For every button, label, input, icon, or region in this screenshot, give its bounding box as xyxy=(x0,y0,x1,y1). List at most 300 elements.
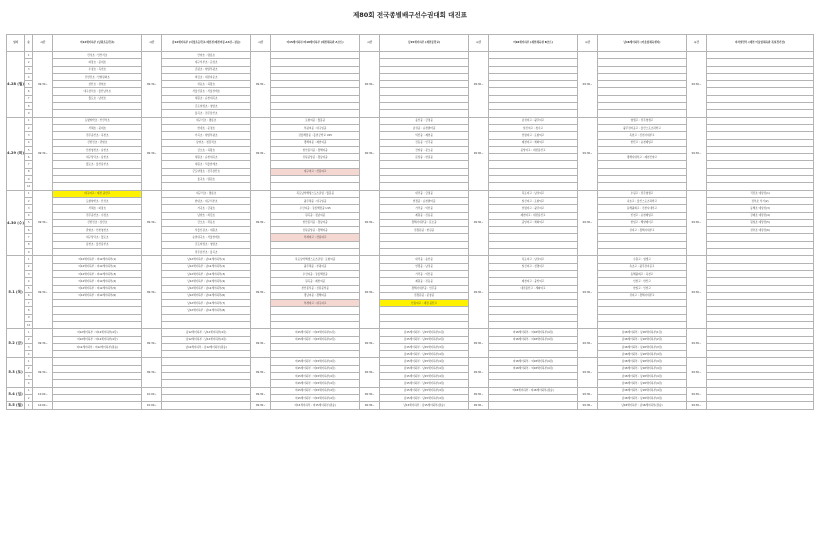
row-number: 9 xyxy=(25,314,33,321)
match-cell xyxy=(271,249,360,256)
match-cell: 남15세이하부 : 남15세이하부(3강) xyxy=(380,343,469,350)
row-number: 8 xyxy=(25,241,33,248)
match-cell: 제천여고 : 세화여고 xyxy=(489,139,578,146)
time-cell: 09:30~ xyxy=(360,117,380,190)
row-number: 3 xyxy=(25,270,33,277)
match-cell: 송산중 : 금정중 xyxy=(380,117,469,124)
time-cell: 09:30~ xyxy=(577,256,597,329)
time-cell: 09:30~ xyxy=(686,358,706,387)
match-cell: 군포양정초 : 청암초 xyxy=(162,241,251,248)
match-cell: 남18세이하부 : 남18세이하부(4강) xyxy=(598,373,687,380)
match-cell xyxy=(380,110,469,117)
match-cell xyxy=(271,241,360,248)
row-number: 2 xyxy=(25,263,33,270)
time-cell: 09:30~ xyxy=(360,329,380,358)
match-cell xyxy=(380,321,469,328)
match-cell xyxy=(707,88,814,95)
match-cell xyxy=(707,183,814,190)
match-cell: 파장초 : 중대초 xyxy=(53,59,142,66)
match-cell: 대원초 : 서울한계초 xyxy=(162,161,251,168)
match-cell xyxy=(598,241,687,248)
match-cell: 목포여고 : 남성여고 xyxy=(489,256,578,263)
match-cell xyxy=(707,95,814,102)
match-cell xyxy=(489,110,578,117)
time-cell: 09:30~ xyxy=(577,387,597,402)
match-cell: 남15세이하부 : 남15세이하부(4강) xyxy=(380,394,469,401)
match-cell: 남12세이하부 : 남12세이하부(4) xyxy=(162,278,251,285)
match-cell xyxy=(707,146,814,153)
date-cell: 4.29 (화) xyxy=(7,117,25,190)
header-col1: 여12세이하부 (남원초등학교) xyxy=(53,35,142,52)
match-cell xyxy=(271,161,360,168)
match-cell xyxy=(489,103,578,110)
row-number: 4 xyxy=(25,139,33,146)
match-cell: 목포남악해생스포츠클럽 : 포항여중 xyxy=(271,256,360,263)
match-cell: 여12세이하부 : 여12세이하부(5) xyxy=(53,285,142,292)
match-cell xyxy=(380,307,469,314)
time-cell: 09:30~ xyxy=(251,387,271,402)
match-cell: 부개여고 : 산용여고 xyxy=(271,234,360,241)
match-cell: 남18세이하부 : 남18세이하부(4강) xyxy=(598,387,687,394)
row-number: 3 xyxy=(25,373,33,380)
header-no: 순 xyxy=(25,35,33,52)
match-cell xyxy=(598,95,687,102)
table-row xyxy=(7,256,814,263)
match-cell: 원곡중 : 정남여중 xyxy=(271,212,360,219)
match-cell: 우신여중 : 강릉해람중 xyxy=(271,270,360,277)
time-cell: 09:30~ xyxy=(360,256,380,329)
row-number: 3 xyxy=(25,66,33,73)
time-cell: 09:30~ xyxy=(251,52,271,118)
match-cell xyxy=(53,249,142,256)
match-cell: 전부조 예상전(6) xyxy=(707,227,814,234)
match-cell xyxy=(707,358,814,365)
match-cell: 남12세이하부 : 남12세이하부(3) xyxy=(162,270,251,277)
match-cell xyxy=(707,365,814,372)
row-number: 2 xyxy=(25,336,33,343)
time-cell: 09:30~ xyxy=(577,52,597,118)
match-cell xyxy=(707,329,814,336)
match-cell xyxy=(53,358,142,365)
match-cell xyxy=(380,66,469,73)
match-cell: 원곡중 : 제천여중 xyxy=(271,278,360,285)
match-cell: 남18세이하부 : 남18세이하부(4강) xyxy=(598,394,687,401)
match-cell xyxy=(489,380,578,387)
match-cell: 익산중 : 제천중 xyxy=(380,132,469,139)
match-cell xyxy=(489,73,578,80)
row-number: 1 xyxy=(25,402,33,409)
match-cell: 원청조 예상전(5) xyxy=(707,219,814,226)
match-cell xyxy=(707,66,814,73)
match-cell xyxy=(489,292,578,299)
match-cell: 남12세이하부 : 남12세이하부(8) xyxy=(162,307,251,314)
header-col4: 남15세이하부 (제천중학교) xyxy=(380,35,469,52)
match-cell xyxy=(271,321,360,328)
header-col7: 여자일반부 (제천 어울림체육관 특설경기장) xyxy=(707,35,814,52)
date-cell: 5.5 (월) xyxy=(8,403,23,408)
match-cell: 광주전자공고 : 울산스포츠과학고 xyxy=(598,124,687,131)
time-cell: 09:30~ xyxy=(33,52,53,118)
time-cell: 10:00~ xyxy=(142,387,162,402)
match-cell xyxy=(598,88,687,95)
match-cell: 가리중 : 익산중 xyxy=(380,270,469,277)
match-cell xyxy=(489,81,578,88)
match-cell xyxy=(707,154,814,161)
row-number: 4 xyxy=(25,278,33,285)
time-cell: 09:30~ xyxy=(468,190,488,256)
row-number: 1 xyxy=(25,256,33,263)
time-cell: 09:30~ xyxy=(360,190,380,256)
match-cell xyxy=(53,183,142,190)
match-cell xyxy=(707,59,814,66)
time-cell: 09:30~ xyxy=(468,387,488,402)
match-cell xyxy=(271,176,360,183)
match-cell: 대구서초 : 명륜초 xyxy=(162,117,251,124)
match-cell xyxy=(380,73,469,80)
time-cell: 09:30~ xyxy=(33,117,53,190)
match-cell xyxy=(598,183,687,190)
match-cell xyxy=(380,249,469,256)
match-cell: 순천대곡초 : 서울한계초 xyxy=(162,234,251,241)
match-cell: 서울신갈초 : 서울상계초 xyxy=(162,88,251,95)
match-cell xyxy=(489,227,578,234)
header-time: 시간 xyxy=(686,35,706,52)
match-cell: 한일고 : 인천고 xyxy=(598,285,687,292)
row-number: 10 xyxy=(25,321,33,328)
match-cell: 여15세이하부 : 여15세이하부(4강) xyxy=(271,373,360,380)
header-date: 일자 xyxy=(7,35,25,52)
match-cell: 광주체중 : 대구일중 xyxy=(271,197,360,204)
match-cell xyxy=(53,176,142,183)
match-cell: 금평초 : 현암부평초 xyxy=(162,66,251,73)
match-cell xyxy=(489,307,578,314)
time-cell: 09:30~ xyxy=(251,358,271,387)
match-cell xyxy=(707,321,814,328)
time-cell: 09:30~ xyxy=(33,256,53,329)
row-number: 1 xyxy=(25,190,33,197)
match-cell: 남15세이하부 : 남15세이하부(4강) xyxy=(380,387,469,394)
row-number: 6 xyxy=(25,292,33,299)
match-cell: 남12세이하부 : 남12세이하부(2) xyxy=(162,263,251,270)
time-cell: 10:00~ xyxy=(33,387,53,402)
row-number: 8 xyxy=(25,103,33,110)
match-cell xyxy=(598,103,687,110)
match-cell xyxy=(598,249,687,256)
match-cell: 금오초 : 처동초 xyxy=(162,219,251,226)
match-cell: 남12세이하부 : 남12세이하부(1) xyxy=(162,256,251,263)
match-cell xyxy=(598,110,687,117)
match-cell xyxy=(489,314,578,321)
match-cell: 군포양정초 : 전주삼산초 xyxy=(162,168,251,175)
match-cell xyxy=(489,321,578,328)
match-cell: 여12세이하부 : 여12세이하부(결승) xyxy=(53,343,142,350)
match-cell: 문창중 : 한길중 xyxy=(380,154,469,161)
header-time: 시간 xyxy=(251,35,271,52)
match-cell xyxy=(489,183,578,190)
match-cell xyxy=(162,314,251,321)
match-cell: 동해조 예상전(3) xyxy=(707,205,814,212)
date-cell: 5.1 (목) xyxy=(7,256,25,329)
row-number: 9 xyxy=(25,176,33,183)
row-number: 1 xyxy=(25,52,33,59)
match-cell: 여15세이하부 : 여15세이하부(4강) xyxy=(271,380,360,387)
time-cell: 09:30~ xyxy=(686,402,706,409)
row-number: 9 xyxy=(25,249,33,256)
match-cell xyxy=(53,314,142,321)
match-cell xyxy=(380,176,469,183)
match-cell xyxy=(162,183,251,190)
table-body xyxy=(7,52,814,410)
match-cell xyxy=(598,321,687,328)
match-cell xyxy=(53,402,142,409)
match-cell xyxy=(53,387,142,394)
time-cell: 10:00~ xyxy=(33,402,53,409)
match-cell: 남18세이하부 : 남18세이하부(4강) xyxy=(598,351,687,358)
match-cell xyxy=(489,59,578,66)
row-number: 10 xyxy=(25,183,33,190)
row-number: 3 xyxy=(25,132,33,139)
table-row xyxy=(7,402,814,409)
match-cell: 부개여고 : 대구여고 xyxy=(271,300,360,307)
match-cell xyxy=(598,234,687,241)
match-cell xyxy=(162,394,251,401)
match-cell: 남18세이하부 : 남18세이하부(4강) xyxy=(598,358,687,365)
match-cell: 직전조 예상전(1) xyxy=(707,190,814,197)
match-cell: 남12세이하부 : 남12세이하부(5) xyxy=(162,285,251,292)
row-number: 6 xyxy=(25,88,33,95)
match-cell: 목포남악해생스포츠클럽 : 월봉중 xyxy=(271,190,360,197)
match-cell xyxy=(598,81,687,88)
match-cell xyxy=(489,234,578,241)
match-cell: 남18세이하부 : 남18세이하부(2강) xyxy=(598,336,687,343)
match-cell xyxy=(53,351,142,358)
match-cell: 여15세이하부 : 여15세이하부(1강) xyxy=(271,329,360,336)
row-number: 6 xyxy=(25,154,33,161)
match-cell xyxy=(271,95,360,102)
match-cell: 신탄중앙중 : 경남여중 xyxy=(271,154,360,161)
match-cell xyxy=(489,154,578,161)
match-cell: 진동중 : 인주중 xyxy=(380,139,469,146)
match-cell: 전주중산초 : 수정초 xyxy=(53,212,142,219)
match-cell: 수정초 : 옥천초 xyxy=(53,66,142,73)
header-time: 시간 xyxy=(577,35,597,52)
row-number: 2 xyxy=(25,59,33,66)
match-cell: 남18세이하부 : 남18세이하부(4강) xyxy=(598,365,687,372)
match-cell xyxy=(598,176,687,183)
table-row xyxy=(7,358,814,365)
match-cell: 서울신갈초 : 대원초 xyxy=(162,227,251,234)
match-cell: 가리중 : 익산중 xyxy=(380,205,469,212)
row-number: 4 xyxy=(25,351,33,358)
match-cell: 인천영선초 : 남천초 xyxy=(53,146,142,153)
match-cell: 포항양학초 : 산성초 xyxy=(53,197,142,204)
match-cell: 여15세이하부 : 여15세이하부(2강) xyxy=(271,336,360,343)
match-cell xyxy=(598,300,687,307)
match-cell: 연경중 : 남성중 xyxy=(380,263,469,270)
match-cell xyxy=(380,95,469,102)
row-number: 6 xyxy=(25,227,33,234)
match-cell xyxy=(707,394,814,401)
match-cell xyxy=(707,292,814,299)
match-cell: 진양중 : 문오중 xyxy=(380,146,469,153)
match-cell: 남15세이하부 : 남15세이하부(4강) xyxy=(380,358,469,365)
time-cell: 09:30~ xyxy=(577,358,597,387)
time-cell: 10:00~ xyxy=(142,402,162,409)
match-cell xyxy=(380,241,469,248)
match-cell: 여18세이하부 : 여18세이하부(4강) xyxy=(489,329,578,336)
match-cell xyxy=(380,103,469,110)
match-cell: 제천여고 : 대전용산고 xyxy=(489,212,578,219)
time-cell: 09:30~ xyxy=(577,117,597,190)
match-cell xyxy=(707,103,814,110)
table-row xyxy=(7,190,814,197)
match-cell: 일신여고 : 선명여고 xyxy=(489,263,578,270)
match-cell: 남천초 : 울산남부초 xyxy=(53,241,142,248)
time-cell: 09:30~ xyxy=(251,256,271,329)
match-cell: 관현초 : 인천영선초 xyxy=(53,227,142,234)
match-cell xyxy=(162,358,251,365)
row-number: 5 xyxy=(25,81,33,88)
match-cell: 한내초 : 운정초 xyxy=(162,124,251,131)
time-cell: 09:30~ xyxy=(142,52,162,118)
row-number: 4 xyxy=(25,380,33,387)
time-cell: 09:30~ xyxy=(686,329,706,358)
match-cell: 율곡초 : 명원초 xyxy=(162,176,251,183)
match-cell: 남18세이하부 : 남18세이하부(1강) xyxy=(598,329,687,336)
match-cell xyxy=(489,88,578,95)
row-number: 9 xyxy=(25,110,33,117)
match-cell xyxy=(707,256,814,263)
match-cell: 여15세이하부 : 여15세이하부(4강) xyxy=(271,394,360,401)
match-cell xyxy=(53,321,142,328)
match-cell: 수원고 : 전주영생고 xyxy=(598,190,687,197)
match-cell xyxy=(53,110,142,117)
row-number: 2 xyxy=(25,365,33,372)
document-title: 제80회 전국종별배구선수권대회 대진표 xyxy=(352,11,468,19)
match-cell xyxy=(707,249,814,256)
match-cell: 삼산초 : 관현초 xyxy=(53,81,142,88)
time-cell: 09:30~ xyxy=(360,358,380,387)
time-cell: 09:30~ xyxy=(686,117,706,190)
match-cell xyxy=(707,351,814,358)
match-cell: 일신여고 : 포항여고 xyxy=(489,197,578,204)
row-number: 7 xyxy=(25,95,33,102)
match-cell: 한내초 : 대구서부초 xyxy=(162,197,251,204)
match-cell: 대구여고 : 대전 중산고 xyxy=(53,190,142,197)
match-cell xyxy=(53,394,142,401)
match-cell: 서혜초 : 파장초 xyxy=(53,205,142,212)
time-cell: 09:30~ xyxy=(251,117,271,190)
match-cell: 포항여중 : 월봉중 xyxy=(271,117,360,124)
match-cell: 월포초 : 울산남부초 xyxy=(53,161,142,168)
match-cell xyxy=(53,103,142,110)
match-cell xyxy=(162,365,251,372)
match-cell: 제원중 : 진동중 xyxy=(380,278,469,285)
match-cell xyxy=(489,176,578,183)
match-cell: 여18세이하부 : 여18세이하부(4강) xyxy=(489,365,578,372)
bracket-table xyxy=(6,34,814,410)
match-cell: 인천고 : 순천제일고 xyxy=(598,212,687,219)
header-time: 시간 xyxy=(360,35,380,52)
match-cell: 서혜초 : 중대초 xyxy=(53,124,142,131)
match-cell xyxy=(380,161,469,168)
row-number: 3 xyxy=(25,205,33,212)
match-cell: 산성초 : 안산서초 xyxy=(53,52,142,59)
time-cell: 09:30~ xyxy=(142,256,162,329)
match-cell: 신한진초 : 관현초 xyxy=(53,139,142,146)
row-number: 1 xyxy=(25,387,33,394)
row-number: 5 xyxy=(25,219,33,226)
match-cell: 여12세이하부 : 여12세이하부(4) xyxy=(53,278,142,285)
match-cell: 대구상덕초 : 남천초 xyxy=(53,154,142,161)
match-cell: 남15세이하부 : 남15세이하부(4강) xyxy=(380,373,469,380)
match-cell xyxy=(489,300,578,307)
match-cell: 경해사대부중 : 문오중 xyxy=(380,219,469,226)
row-number: 5 xyxy=(25,146,33,153)
match-cell: 여18세이하부 : 여18세이하부(결승) xyxy=(489,387,578,394)
match-cell: 대구상덕초 : 월포초 xyxy=(53,234,142,241)
match-cell xyxy=(162,321,251,328)
match-cell: 여18세이하부 : 여18세이하부(4강) xyxy=(489,336,578,343)
match-cell xyxy=(707,373,814,380)
time-cell: 09:30~ xyxy=(577,329,597,358)
match-cell xyxy=(380,183,469,190)
match-cell xyxy=(489,373,578,380)
match-cell xyxy=(162,373,251,380)
row-number: 1 xyxy=(25,117,33,124)
match-cell xyxy=(380,88,469,95)
match-cell xyxy=(380,59,469,66)
match-cell xyxy=(271,110,360,117)
match-cell xyxy=(707,139,814,146)
match-cell xyxy=(707,161,814,168)
match-cell: 천안봉서중 : 신탄중앙중 xyxy=(271,285,360,292)
match-cell: 여12세이하부 : 여12세이하부(2) xyxy=(53,263,142,270)
match-cell xyxy=(598,146,687,153)
match-cell: 중앙여고 : 대전용산고 xyxy=(489,146,578,153)
match-cell xyxy=(489,394,578,401)
row-number: 4 xyxy=(25,212,33,219)
match-cell: 남15세이하부 : 남15세이하부(결승) xyxy=(380,402,469,409)
match-cell: 신한진초 : 삼산초 xyxy=(53,219,142,226)
date-cell: 5.4 (일) xyxy=(7,387,25,402)
match-cell: 가곡초 : 금평초 xyxy=(162,205,251,212)
row-number: 3 xyxy=(25,343,33,350)
match-cell: 남15세이하부 : 남15세이하부(4강) xyxy=(380,351,469,358)
match-cell: 여15세이하부 : 여15세이하부(4강) xyxy=(271,387,360,394)
match-cell: 남양초 : 의림초 xyxy=(162,212,251,219)
match-cell: 남15세이하부 : 남15세이하부(4강) xyxy=(380,365,469,372)
match-cell xyxy=(53,168,142,175)
match-cell xyxy=(598,168,687,175)
match-cell: 전경원중 : 문창중 xyxy=(380,292,469,299)
match-cell: 부평여중 : 대구일중 xyxy=(271,124,360,131)
match-cell xyxy=(489,249,578,256)
match-cell: 율곡초 : 전주삼산초 xyxy=(162,110,251,117)
match-cell: 한일고 : 해양제이고 xyxy=(598,219,687,226)
match-cell: 남12세이하부 : 남12세이하부(6) xyxy=(162,292,251,299)
table-row xyxy=(7,117,814,124)
match-cell xyxy=(271,52,360,59)
match-cell: 남15세이하부 : 남15세이하부(2강) xyxy=(380,336,469,343)
match-cell: 대원초 : 순천대곡초 xyxy=(162,154,251,161)
header-col5: 여18세이하부 (제천체육관 B코트) xyxy=(489,35,578,52)
row-number: 8 xyxy=(25,168,33,175)
match-cell: 포항양학초 : 안산서초 xyxy=(53,117,142,124)
match-cell xyxy=(53,380,142,387)
match-cell: 남성여고 : 광주여고 xyxy=(489,117,578,124)
time-cell: 09:30~ xyxy=(251,190,271,256)
